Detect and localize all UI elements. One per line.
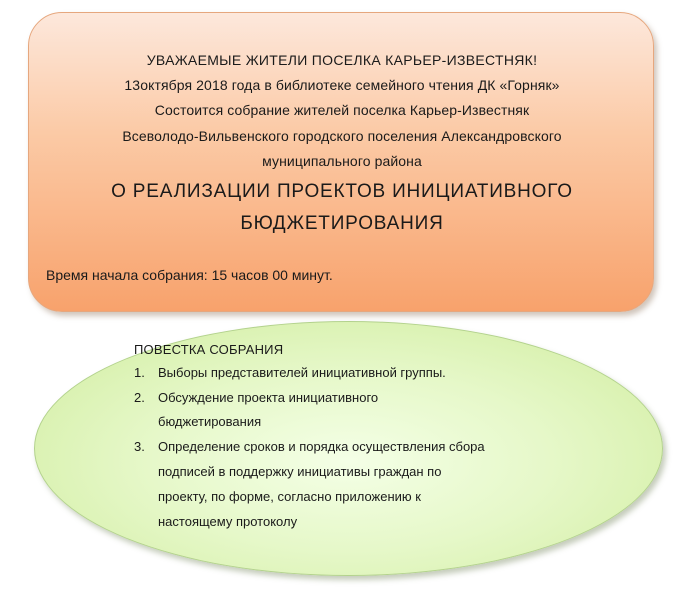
- notice-date-place: 13октября 2018 года в библиотеке семейного чтения ДК «Горняк»: [124, 77, 560, 93]
- notice-district-line: муниципального района: [262, 153, 422, 169]
- agenda-item-text: подписей в поддержку инициативы граждан по: [158, 464, 442, 479]
- notice-settlement-line: Всеволодо-Вильвенского городского поселения Александровского: [122, 128, 562, 144]
- notice-heading-line2: БЮДЖЕТИРОВАНИЯ: [240, 213, 444, 234]
- agenda-item-text: Выборы представителей инициативной группы.: [158, 365, 446, 380]
- notice-greeting: УВАЖАЕМЫЕ ЖИТЕЛИ ПОСЕЛКА КАРЬЕР-ИЗВЕСТНЯК!: [146, 52, 538, 68]
- agenda-item-text: Обсуждение проекта инициативного: [158, 390, 379, 405]
- meeting-start-time: Время начала собрания: 15 часов 00 минут.: [46, 267, 333, 283]
- notice-meeting-line: Состоится собрание жителей поселка Карьер-Известняк: [154, 102, 530, 118]
- agenda-item-number: 1.: [134, 365, 145, 380]
- agenda-item-number: 2.: [134, 390, 145, 405]
- agenda-item-number: 3.: [134, 439, 145, 454]
- agenda-item-text: настоящему протоколу: [158, 514, 298, 529]
- notice-heading-line1: О РЕАЛИЗАЦИИ ПРОЕКТОВ ИНИЦИАТИВНОГО: [111, 181, 573, 202]
- agenda-item-text: Определение сроков и порядка осуществления сбора: [158, 439, 485, 454]
- meeting-notice-box: [28, 12, 654, 312]
- agenda-item-text: проекту, по форме, согласно приложению к: [158, 489, 421, 504]
- agenda-item-text: бюджетирования: [158, 414, 262, 429]
- agenda-title: ПОВЕСТКА СОБРАНИЯ: [134, 342, 284, 357]
